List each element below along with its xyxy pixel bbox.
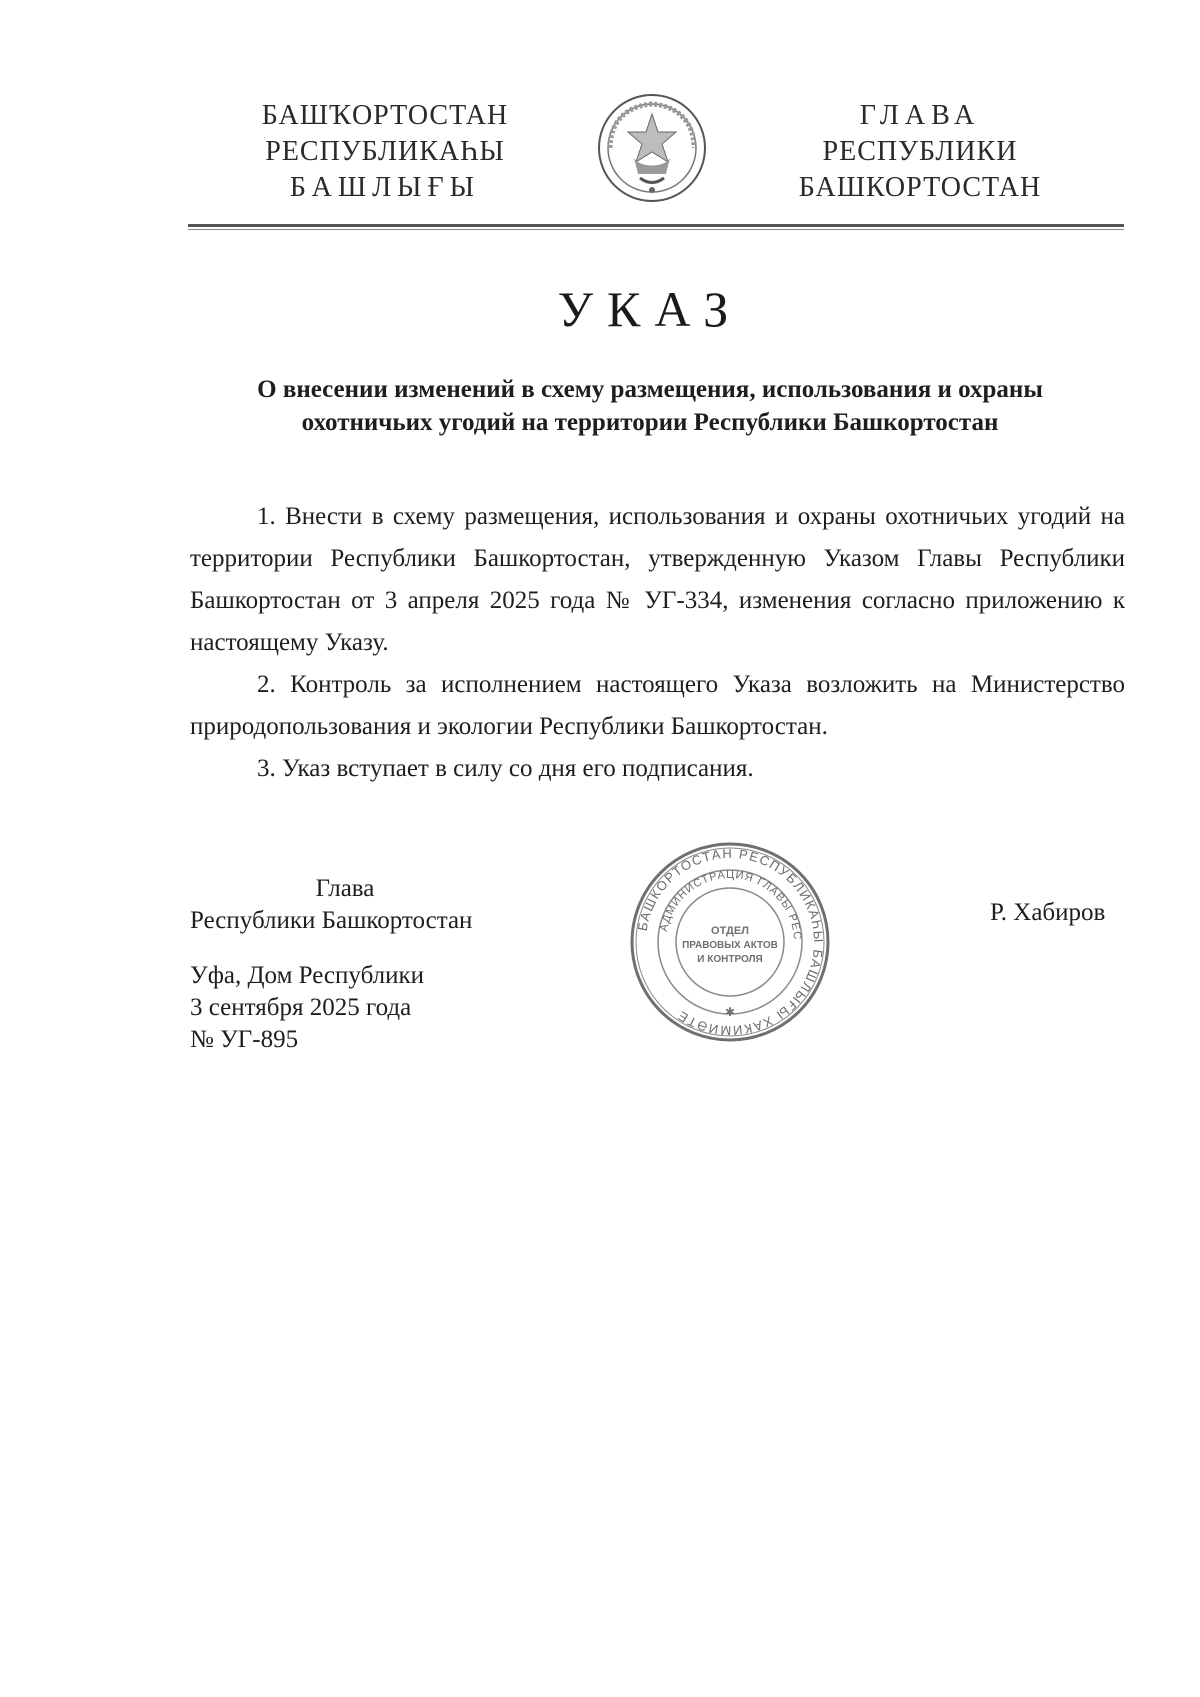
header-left-line2: РЕСПУБЛИКАҺЫ	[265, 136, 505, 167]
decree-number: № УГ-895	[190, 1026, 299, 1053]
document-subject	[200, 373, 1100, 439]
paragraph-1: 1. Внести в схему размещения, использования и охраны охотничьих угодий на территории Республики Башкортостан, утвержденную Указом Главы Республики Башкортостан от 3 апреля 2025 года № УГ-334, изменения согласно приложению к настоящему Указу.	[190, 503, 1125, 656]
header-left-line1: БАШҠОРТОСТАН	[261, 100, 509, 131]
header-right-block	[770, 98, 1070, 206]
header-divider-thick	[188, 224, 1124, 227]
place-date-block	[190, 960, 424, 1056]
issue-date: 3 сентября 2025 года	[190, 994, 412, 1021]
signatory-position-line1: Глава	[315, 875, 375, 902]
official-seal-stamp	[626, 838, 834, 1046]
signatory-position	[190, 873, 540, 937]
subject-line-1: О внесении изменений в схему размещения, использования и охраны	[257, 376, 1043, 403]
header-right-line3: БАШКОРТОСТАН	[798, 172, 1042, 203]
stamp-star-icon: ✱	[724, 1005, 736, 1019]
paragraph-3: 3. Указ вступает в силу со дня его подписания.	[257, 755, 754, 782]
stamp-center-line3: И КОНТРОЛЯ	[697, 954, 763, 965]
header-left-line3: БАШЛЫҒЫ	[289, 172, 481, 203]
header-right-line2: РЕСПУБЛИКИ	[822, 136, 1018, 167]
document-body	[190, 496, 1125, 790]
paragraph-2: 2. Контроль за исполнением настоящего Указа возложить на Министерство природопользования и экологии Республики Башкортостан.	[190, 671, 1125, 740]
signatory-name: Р. Хабиров	[990, 899, 1106, 926]
coat-of-arms-emblem-icon	[596, 92, 708, 204]
subject-line-2: охотничьих угодий на территории Республики Башкортостан	[301, 409, 999, 436]
document-type-title: УКАЗ	[557, 281, 743, 337]
stamp-inner-text: АДМИНИСТРАЦИЯ ГЛАВЫ РЕС	[657, 868, 804, 941]
stamp-center-line2: ПРАВОВЫХ АКТОВ	[682, 940, 778, 951]
header-left-block	[235, 98, 535, 206]
header-divider-thin	[188, 229, 1124, 230]
issue-place: Уфа, Дом Республики	[190, 962, 425, 989]
stamp-center-line1: ОТДЕЛ	[711, 925, 749, 937]
stamp-outer-text: БАШКОРТОСТАН РЕСПУБЛИКАҺЫ БАШЛЫҒЫ ХАКИМИӘТЕ	[634, 845, 827, 1039]
header-right-line1: ГЛАВА	[859, 100, 981, 131]
signatory-position-line2: Республики Башкортостан	[190, 907, 473, 934]
